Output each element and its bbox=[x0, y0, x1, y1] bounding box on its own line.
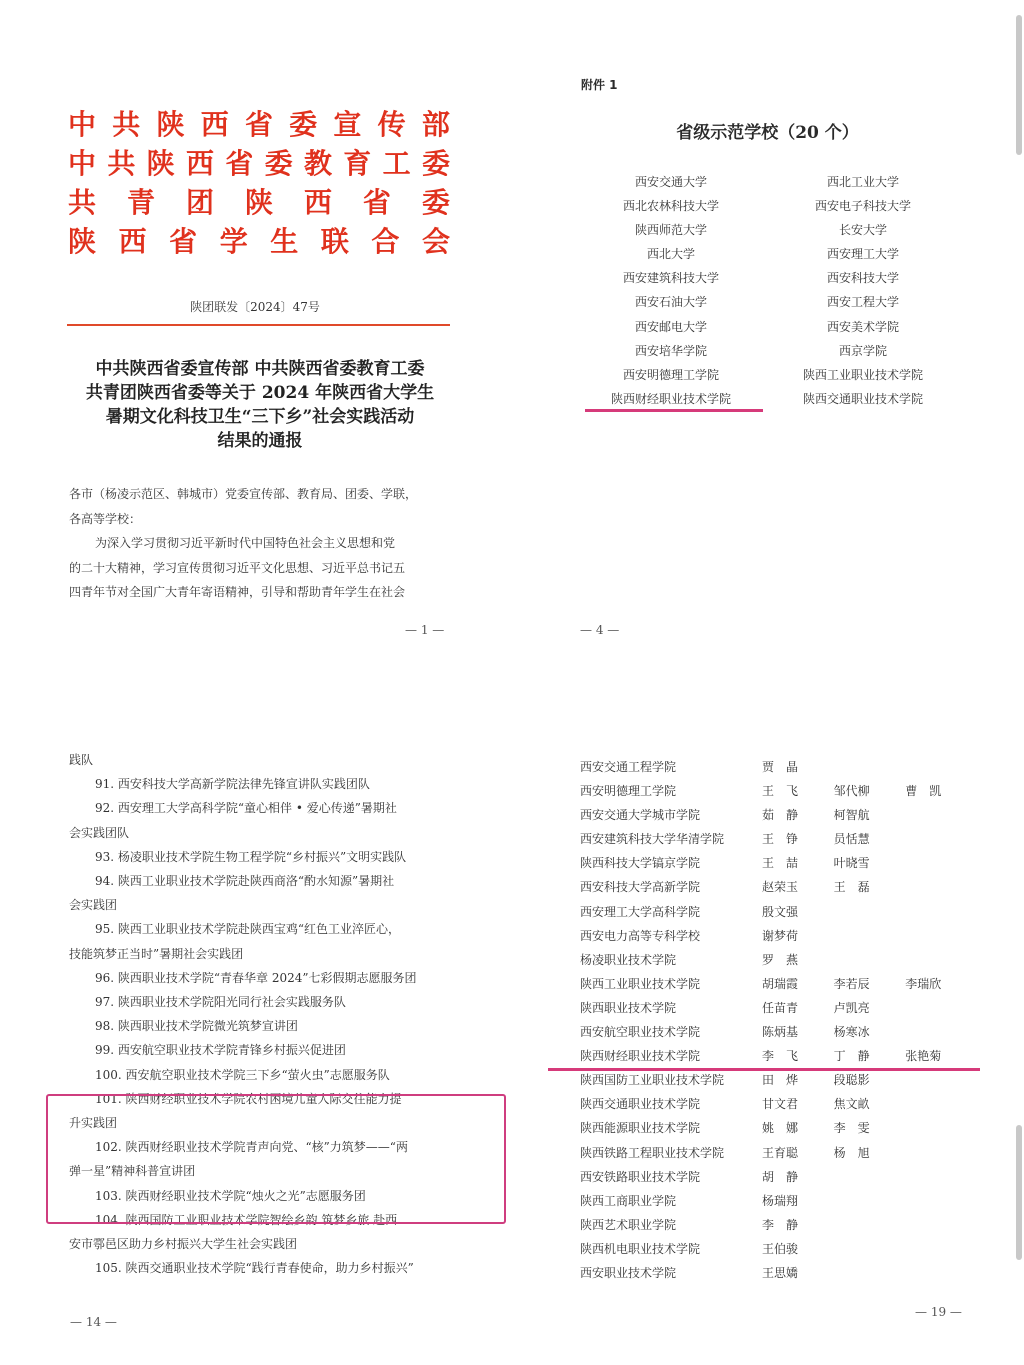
issuer-char: 西 bbox=[303, 186, 332, 219]
school-cell: 西安航空职业技术学院 bbox=[580, 1025, 701, 1040]
team-entry-line: 91. 西安科技大学高新学院法律先锋宣讲队实践团队 bbox=[95, 777, 370, 792]
name-cell: 李 静 bbox=[762, 1217, 799, 1232]
issuer-char: 中 bbox=[68, 108, 97, 141]
name-cell bbox=[905, 1237, 965, 1261]
document-title bbox=[60, 357, 460, 453]
issuer-char: 育 bbox=[343, 147, 372, 180]
annex-title: 省级示范学校（20 个） bbox=[676, 123, 859, 143]
name-cell bbox=[905, 1189, 965, 1213]
school-cell: 陕西交通职业技术学院 bbox=[580, 1097, 701, 1112]
team-entry-line: 97. 陕西职业技术学院阳光同行社会实践服务队 bbox=[95, 995, 346, 1010]
name-cell: 李 飞 bbox=[762, 1049, 799, 1064]
team-entry-line: 105. 陕西交通职业技术学院“践行青春使命，助力乡村振兴” bbox=[95, 1261, 414, 1276]
school-name: 西安培华学院 bbox=[634, 343, 707, 358]
name-cell bbox=[905, 875, 965, 899]
school-cell: 陕西铁路工程职业技术学院 bbox=[580, 1145, 725, 1160]
issuer-char: 西 bbox=[200, 108, 229, 141]
issuer-char: 学 bbox=[219, 225, 248, 258]
school-name: 西安邮电大学 bbox=[634, 319, 707, 334]
name-cell bbox=[834, 924, 906, 948]
name-cell: 杨瑞翔 bbox=[762, 1193, 799, 1208]
table-row bbox=[580, 1213, 965, 1237]
school-name: 西安建筑科技大学 bbox=[622, 271, 719, 286]
name-cell: 赵荣玉 bbox=[762, 880, 799, 895]
school-name: 陕西工业职业技术学院 bbox=[802, 367, 923, 382]
issuer-char: 生 bbox=[270, 225, 299, 258]
name-cell: 杨寒冰 bbox=[833, 1025, 870, 1040]
school-cell: 西安明德理工学院 bbox=[580, 784, 677, 799]
table-row bbox=[580, 755, 965, 779]
school-name: 西安理工大学 bbox=[826, 247, 899, 262]
name-cell bbox=[834, 1165, 906, 1189]
page-number: — 19 — bbox=[915, 1305, 962, 1319]
table-row bbox=[580, 1165, 965, 1189]
team-entry-line: 技能筑梦正当时”暑期社会实践团 bbox=[69, 946, 244, 961]
school-name: 陕西师范大学 bbox=[634, 223, 707, 238]
team-entry-line: 101. 陕西财经职业技术学院农村困境儿童人际交往能力提 bbox=[95, 1091, 402, 1106]
issuer-line bbox=[68, 144, 450, 183]
issuer-char: 省 bbox=[225, 147, 254, 180]
name-cell bbox=[905, 996, 965, 1020]
name-cell bbox=[905, 827, 965, 851]
document-number: 陕团联发〔2024〕47号 bbox=[190, 300, 320, 314]
name-cell: 李 雯 bbox=[833, 1121, 870, 1136]
name-cell: 胡 静 bbox=[762, 1169, 799, 1184]
name-cell bbox=[834, 1213, 906, 1237]
name-cell: 王 喆 bbox=[762, 856, 799, 871]
team-entry-line: 94. 陕西工业职业技术学院赴陕西商洛“酌水知源”暑期社 bbox=[95, 874, 395, 889]
body-line: 各高等学校： bbox=[69, 511, 142, 526]
school-cell: 西安科技大学高新学院 bbox=[580, 880, 701, 895]
name-cell bbox=[905, 1165, 965, 1189]
name-cell: 陈炳基 bbox=[762, 1025, 799, 1040]
team-entry-line: 104. 陕西国防工业职业技术学院智绘乡韵 筑梦乡旅 赴西 bbox=[95, 1212, 398, 1227]
advisor-table bbox=[580, 755, 965, 1285]
team-entry-line: 92. 西安理工大学高科学院“童心相伴 • 爱心传递”暑期社 bbox=[95, 801, 397, 816]
highlight-underline bbox=[585, 409, 763, 412]
table-row bbox=[580, 996, 965, 1020]
issuer-char: 省 bbox=[362, 186, 391, 219]
school-name: 西安工程大学 bbox=[826, 295, 899, 310]
table-row bbox=[580, 972, 965, 996]
issuer-char: 委 bbox=[264, 147, 293, 180]
name-cell bbox=[905, 948, 965, 972]
title-line: 暑期文化科技卫生“三下乡”社会实践活动 bbox=[105, 407, 415, 427]
name-cell bbox=[905, 924, 965, 948]
table-row bbox=[580, 1237, 965, 1261]
name-cell bbox=[834, 1261, 906, 1285]
school-cell: 陕西工商职业学院 bbox=[580, 1193, 677, 1208]
table-row bbox=[580, 827, 965, 851]
issuer-char: 团 bbox=[185, 186, 214, 219]
name-cell: 杨 旭 bbox=[833, 1145, 870, 1160]
table-row bbox=[580, 1261, 965, 1285]
table-row bbox=[580, 948, 965, 972]
name-cell bbox=[834, 1189, 906, 1213]
school-cell: 陕西财经职业技术学院 bbox=[580, 1049, 701, 1064]
issuer-char: 中 bbox=[68, 147, 97, 180]
table-row bbox=[580, 900, 965, 924]
school-cell: 西安建筑科技大学华清学院 bbox=[580, 832, 725, 847]
page-4 bbox=[575, 70, 960, 650]
team-entry-line: 弹一星”精神科普宣讲团 bbox=[69, 1164, 196, 1179]
school-cell: 陕西能源职业技术学院 bbox=[580, 1121, 701, 1136]
issuer-char: 共 bbox=[107, 147, 136, 180]
name-cell: 王 铮 bbox=[762, 832, 799, 847]
name-cell bbox=[905, 1092, 965, 1116]
team-entry-line: 95. 陕西工业职业技术学院赴陕西宝鸡“红色工业淬匠心， bbox=[95, 922, 401, 937]
issuer-char: 工 bbox=[382, 147, 411, 180]
team-entry-line: 会实践团 bbox=[69, 898, 118, 913]
name-cell bbox=[905, 900, 965, 924]
name-cell bbox=[834, 1237, 906, 1261]
team-entry-line: 安市鄠邑区助力乡村振兴大学生社会实践团 bbox=[69, 1237, 298, 1252]
issuer-char: 省 bbox=[244, 108, 273, 141]
body-text bbox=[69, 482, 454, 605]
name-cell: 叶晓雪 bbox=[833, 856, 870, 871]
school-name: 西北农林科技大学 bbox=[622, 199, 719, 214]
name-cell: 甘文君 bbox=[762, 1097, 799, 1112]
name-cell: 丁 静 bbox=[833, 1049, 870, 1064]
school-cell: 西安交通工程学院 bbox=[580, 760, 677, 774]
issuer-char: 省 bbox=[169, 225, 198, 258]
table-row bbox=[580, 1116, 965, 1140]
school-name: 西京学院 bbox=[838, 343, 887, 358]
table-row bbox=[580, 924, 965, 948]
issuer-line bbox=[68, 183, 450, 222]
page-number: — 1 — bbox=[405, 623, 445, 637]
school-cell: 陕西职业技术学院 bbox=[580, 1000, 677, 1015]
name-cell bbox=[905, 803, 965, 827]
school-cell: 陕西艺术职业学院 bbox=[580, 1217, 677, 1232]
page-number: — 4 — bbox=[580, 623, 620, 637]
school-cell: 西安电力高等专科学校 bbox=[580, 928, 701, 943]
school-cell: 陕西科技大学镐京学院 bbox=[580, 856, 701, 871]
name-cell bbox=[905, 1068, 965, 1092]
title-line: 共青团陕西省委等关于 2024 年陕西省大学生 bbox=[85, 383, 435, 403]
page-number: — 14 — bbox=[70, 1315, 117, 1329]
scrollbar-thumb-top[interactable] bbox=[1016, 15, 1022, 155]
team-entry-line: 99. 西安航空职业技术学院青锋乡村振兴促进团 bbox=[95, 1043, 346, 1058]
school-name: 西北工业大学 bbox=[826, 175, 899, 189]
team-entry-line: 103. 陕西财经职业技术学院“烛火之光”志愿服务团 bbox=[95, 1188, 366, 1203]
team-entry-line: 践队 bbox=[69, 753, 94, 767]
school-cell: 西安交通大学城市学院 bbox=[580, 808, 701, 823]
team-entry-line: 93. 杨凌职业技术学院生物工程学院“乡村振兴”文明实践队 bbox=[95, 849, 407, 864]
name-cell: 段聪影 bbox=[833, 1073, 870, 1088]
page-19 bbox=[580, 755, 965, 1335]
name-cell bbox=[905, 755, 965, 779]
table-row bbox=[580, 875, 965, 899]
school-name: 西安美术学院 bbox=[826, 319, 899, 334]
name-cell: 员恬慧 bbox=[833, 832, 870, 847]
table-row bbox=[580, 803, 965, 827]
issuer-char: 西 bbox=[118, 225, 147, 258]
name-cell: 谢梦荷 bbox=[762, 928, 799, 943]
school-list bbox=[575, 170, 960, 411]
name-cell: 王 磊 bbox=[833, 880, 870, 895]
name-cell: 胡瑞霞 bbox=[762, 976, 799, 991]
school-cell: 陕西工业职业技术学院 bbox=[580, 976, 701, 991]
name-cell: 张艳菊 bbox=[905, 1049, 942, 1064]
name-cell: 任苗青 bbox=[762, 1000, 799, 1015]
name-cell: 柯智航 bbox=[833, 808, 870, 823]
table-row bbox=[580, 1044, 965, 1068]
name-cell bbox=[834, 755, 906, 779]
body-line: 各市（杨凌示范区、韩城市）党委宣传部、教育局、团委、学联， bbox=[69, 487, 418, 501]
school-cell: 西安职业技术学院 bbox=[580, 1265, 677, 1280]
team-entry-line: 98. 陕西职业技术学院微光筑梦宣讲团 bbox=[95, 1019, 298, 1034]
issuer-line bbox=[68, 105, 450, 144]
highlight-box bbox=[46, 1094, 506, 1224]
table-row bbox=[580, 1068, 965, 1092]
school-cell: 杨凌职业技术学院 bbox=[580, 952, 677, 967]
school-name: 西安交通大学 bbox=[634, 175, 707, 189]
table-row bbox=[580, 779, 965, 803]
table-row bbox=[580, 1189, 965, 1213]
name-cell bbox=[905, 851, 965, 875]
name-cell: 卢凯亮 bbox=[833, 1000, 870, 1015]
issuer-char: 合 bbox=[371, 225, 400, 258]
table-row bbox=[580, 1020, 965, 1044]
name-cell: 殷文强 bbox=[762, 904, 799, 919]
name-cell: 王育聪 bbox=[762, 1145, 799, 1160]
issuer-char: 传 bbox=[377, 108, 406, 141]
issuer-char: 陕 bbox=[68, 225, 97, 258]
name-cell bbox=[905, 1116, 965, 1140]
name-cell bbox=[905, 1020, 965, 1044]
name-cell: 邹代柳 bbox=[833, 784, 870, 799]
name-cell: 贾 晶 bbox=[762, 760, 799, 774]
page-1 bbox=[60, 95, 460, 655]
issuer-char: 联 bbox=[320, 225, 349, 258]
issuer-char: 共 bbox=[112, 108, 141, 141]
school-name: 西安明德理工学院 bbox=[622, 367, 719, 382]
body-line: 的二十大精神，学习宣传贯彻习近平文化思想、习近平总书记五 bbox=[69, 560, 406, 575]
red-divider bbox=[67, 324, 450, 326]
issuer-char: 部 bbox=[421, 108, 450, 141]
issuer-char: 委 bbox=[289, 108, 318, 141]
name-cell bbox=[905, 1213, 965, 1237]
table-row bbox=[580, 851, 965, 875]
name-cell: 曹 凯 bbox=[905, 784, 942, 799]
table-row bbox=[580, 1092, 965, 1116]
table-row bbox=[580, 1141, 965, 1165]
school-cell: 陕西国防工业职业技术学院 bbox=[580, 1073, 725, 1088]
name-cell: 李瑞欣 bbox=[905, 976, 942, 991]
name-cell: 王伯骏 bbox=[762, 1241, 799, 1256]
name-cell bbox=[834, 948, 906, 972]
name-cell: 王思嬌 bbox=[762, 1265, 799, 1280]
title-line: 结果的通报 bbox=[217, 431, 303, 451]
school-cell: 西安理工大学高科学院 bbox=[580, 904, 701, 919]
school-name: 西北大学 bbox=[646, 247, 695, 262]
issuer-line bbox=[68, 222, 450, 261]
team-entry-line: 96. 陕西职业技术学院“青春华章 2024”七彩假期志愿服务团 bbox=[95, 970, 417, 985]
name-cell bbox=[905, 1141, 965, 1165]
issuer-char: 共 bbox=[68, 186, 97, 219]
school-name: 陕西财经职业技术学院 bbox=[610, 391, 731, 406]
team-entry-line: 升实践团 bbox=[69, 1116, 118, 1131]
name-cell: 焦文畝 bbox=[833, 1097, 870, 1112]
issuer-char: 青 bbox=[126, 186, 155, 219]
issuer-char: 会 bbox=[421, 225, 450, 258]
team-entry-line: 100. 西安航空职业技术学院三下乡“萤火虫”志愿服务队 bbox=[95, 1067, 390, 1082]
issuer-char: 宣 bbox=[333, 108, 362, 141]
body-line: 为深入学习贯彻习近平新时代中国特色社会主义思想和党 bbox=[95, 536, 396, 550]
school-cell: 西安铁路职业技术学院 bbox=[580, 1169, 701, 1184]
body-line: 四青年节对全国广大青年寄语精神，引导和帮助青年学生在社会 bbox=[69, 585, 406, 599]
issuer-char: 委 bbox=[421, 186, 450, 219]
name-cell bbox=[834, 900, 906, 924]
issuer-char: 陕 bbox=[244, 186, 273, 219]
page-14 bbox=[60, 748, 460, 1338]
highlight-underline bbox=[548, 1068, 980, 1071]
issuer-header bbox=[60, 105, 450, 261]
name-cell: 田 烨 bbox=[762, 1073, 799, 1088]
school-name: 西安石油大学 bbox=[634, 295, 707, 310]
name-cell bbox=[905, 1261, 965, 1285]
school-name: 长安大学 bbox=[838, 223, 887, 238]
school-name: 陕西交通职业技术学院 bbox=[802, 391, 923, 406]
annex-label: 附件 1 bbox=[581, 78, 618, 92]
scrollbar-thumb-bottom[interactable] bbox=[1016, 1125, 1022, 1260]
name-cell: 茹 静 bbox=[762, 808, 799, 823]
name-cell: 罗 燕 bbox=[762, 952, 799, 967]
team-entry-line: 会实践团队 bbox=[69, 825, 130, 840]
school-name: 西安科技大学 bbox=[826, 271, 899, 286]
issuer-char: 委 bbox=[421, 147, 450, 180]
issuer-char: 陕 bbox=[156, 108, 185, 141]
issuer-char: 教 bbox=[303, 147, 332, 180]
team-entry-line: 102. 陕西财经职业技术学院青声向党、“核”力筑梦——“两 bbox=[95, 1140, 408, 1155]
name-cell: 李若辰 bbox=[833, 976, 870, 991]
name-cell: 姚 娜 bbox=[762, 1121, 799, 1136]
school-name: 西安电子科技大学 bbox=[814, 199, 911, 214]
title-line: 中共陕西省委宣传部 中共陕西省委教育工委 bbox=[95, 359, 425, 379]
school-cell: 陕西机电职业技术学院 bbox=[580, 1241, 701, 1256]
issuer-char: 西 bbox=[185, 147, 214, 180]
name-cell: 王 飞 bbox=[762, 784, 799, 799]
issuer-char: 陕 bbox=[146, 147, 175, 180]
